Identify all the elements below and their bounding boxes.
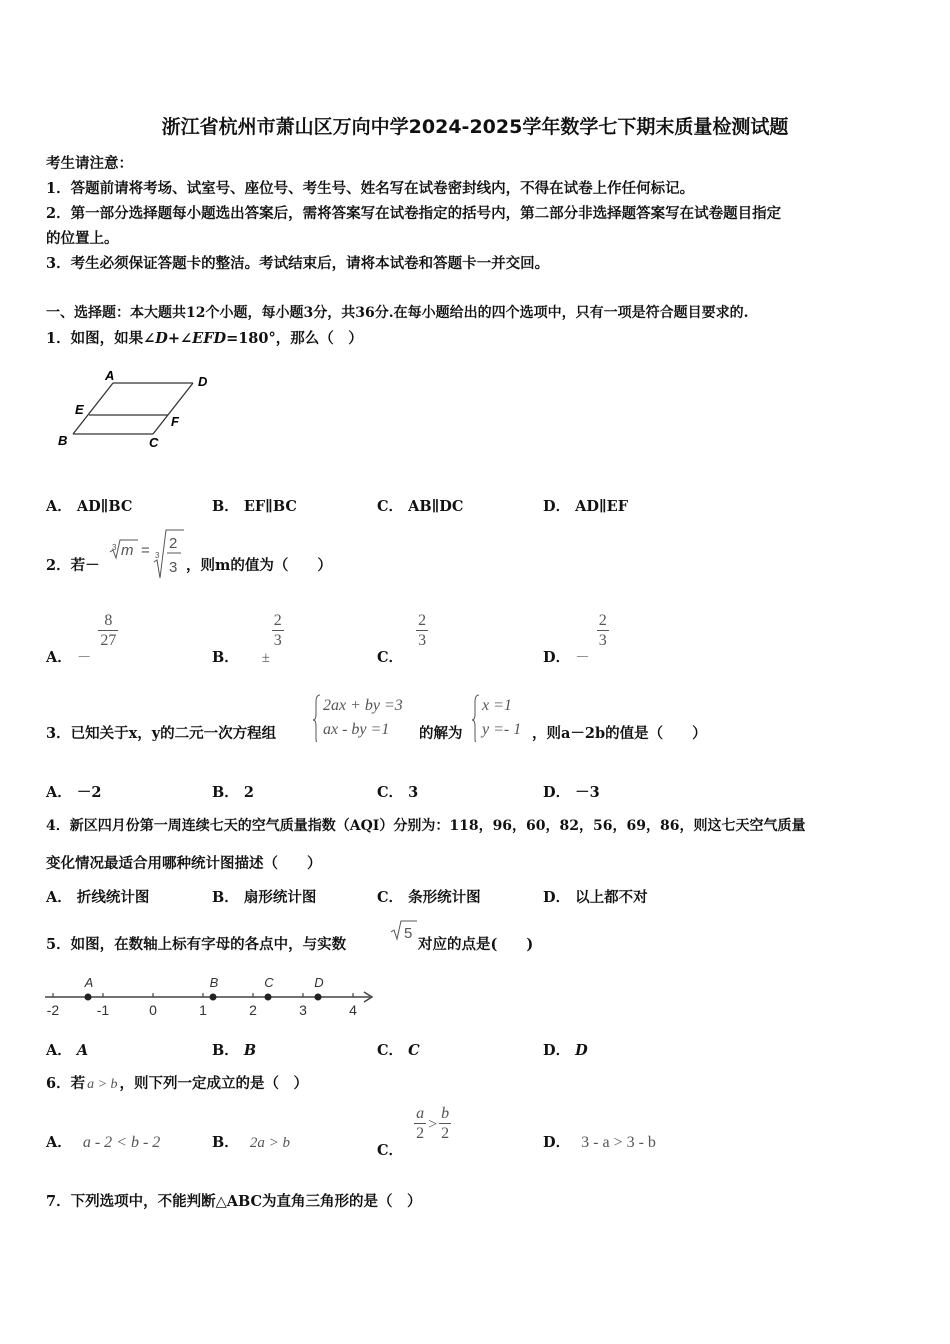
question-3-system: 2ax + by =3 ax - by =1 [313, 694, 403, 742]
notice-heading: 考生请注意： [46, 155, 133, 172]
q1-option-d[interactable]: D． AD∥EF [543, 498, 628, 515]
q1-option-c[interactable]: C． AB∥DC [377, 498, 464, 515]
label-b: B [58, 433, 68, 448]
q3-option-b[interactable]: B． 2 [212, 784, 254, 801]
svg-text:m: m [121, 542, 134, 559]
question-2-stem-start: 2．若－ [46, 557, 100, 574]
question-1-figure [55, 368, 225, 453]
label-d: D [198, 374, 208, 389]
q2-option-d[interactable]: D． － $\frac{2}{3}$ [543, 612, 607, 666]
tick-label: -1 [96, 1002, 110, 1018]
section-heading: 一、选择题：本大题共12个小题，每小题3分，共36分.在每小题给出的四个选项中，只有一项是符合题目要求的. [46, 305, 749, 321]
tick-label: 0 [149, 1002, 157, 1018]
tick-label: 3 [299, 1002, 307, 1018]
q1-option-b[interactable]: B． EF∥BC [212, 498, 297, 515]
point-b [210, 994, 217, 1001]
q4-option-b[interactable]: B． 扇形统计图 [212, 889, 317, 906]
question-5-stem-end: 对应的点是( ) [418, 936, 534, 953]
question-3-stem-start: 3．已知关于x，y的二元一次方程组 [46, 725, 277, 742]
q5-option-b[interactable]: B． B [212, 1042, 257, 1059]
q3-option-d[interactable]: D． －3 [543, 784, 600, 801]
q6-option-b[interactable]: B． 2a > b [212, 1134, 290, 1151]
q5-option-c[interactable]: C． C [377, 1042, 420, 1059]
question-5-stem-start: 5．如图，在数轴上标有字母的各点中，与实数 [46, 936, 347, 953]
point-label-a: A [84, 975, 94, 990]
notice-item: 2．第一部分选择题每小题选出答案后，需将答案写在试卷指定的括号内，第二部分非选择题答案写在试卷题目指定 [46, 205, 782, 222]
q2-option-c[interactable]: C． $\frac{2}{3}$ [377, 612, 427, 666]
label-f: F [171, 414, 179, 429]
q6-option-d[interactable]: D． 3 - a > 3 - b [543, 1134, 656, 1151]
q4-option-d[interactable]: D． 以上都不对 [543, 889, 648, 906]
point-d [315, 994, 322, 1001]
svg-text:3: 3 [155, 551, 160, 560]
point-label-c: C [264, 975, 274, 990]
question-3-stem-mid: 的解为 [419, 725, 463, 742]
q2-option-b[interactable]: B． ± $\frac{2}{3}$ [212, 612, 282, 666]
notice-item: 3．考生必须保证答题卡的整洁。考试结束后，请将本试卷和答题卡一并交回。 [46, 255, 550, 272]
q3-option-c[interactable]: C． 3 [377, 784, 419, 801]
question-2-stem-end: ，则m的值为（ ） [186, 557, 332, 574]
question-1-stem: 1．如图，如果∠D+∠EFD=180°，那么（ ） [46, 330, 363, 347]
number-line [40, 970, 380, 1022]
page-title: 浙江省杭州市萧山区万向中学2024-2025学年数学七下期末质量检测试题 [161, 116, 789, 138]
tick-label: 4 [349, 1002, 357, 1018]
q6-option-c[interactable]: C． $\frac{a}{2}$ > $\frac{b}{2}$ [377, 1105, 450, 1159]
svg-text:2: 2 [169, 535, 178, 552]
q4-option-a[interactable]: A． 折线统计图 [46, 889, 150, 906]
q1-option-a[interactable]: A． AD∥BC [46, 498, 133, 515]
q5-option-d[interactable]: D． D [543, 1042, 588, 1059]
notice-item: 1．答题前请将考场、试室号、座位号、考生号、姓名写在试卷密封线内，不得在试卷上作任何标记。 [46, 180, 695, 197]
point-label-d: D [314, 975, 324, 990]
label-e: E [75, 402, 84, 417]
point-label-b: B [209, 975, 219, 990]
point-a [85, 994, 92, 1001]
svg-text:=: = [141, 542, 150, 559]
tick-label: 1 [199, 1002, 207, 1018]
question-3-solution: x =1 y =- 1 [472, 694, 521, 742]
label-a: A [105, 368, 115, 383]
question-4-line-2: 变化情况最适合用哪种统计图描述（ ） [46, 855, 322, 872]
question-2-expression [104, 528, 184, 582]
svg-text:5: 5 [404, 925, 413, 942]
question-6-stem: 6．若 a > b ，则下列一定成立的是（ ） [46, 1075, 309, 1092]
tick-label: 2 [249, 1002, 257, 1018]
tick-label: -2 [46, 1002, 60, 1018]
question-3-stem-end: ，则a－2b的值是（ ） [532, 725, 707, 742]
question-5-sqrt [390, 917, 418, 945]
q6-option-a[interactable]: A． a - 2 < b - 2 [46, 1134, 161, 1151]
svg-text:3: 3 [112, 543, 117, 552]
svg-text:3: 3 [169, 559, 178, 576]
q5-option-a[interactable]: A． A [46, 1042, 89, 1059]
q4-option-c[interactable]: C． 条形统计图 [377, 889, 481, 906]
question-4-line-1: 4．新区四月份第一周连续七天的空气质量指数（AQI）分别为：118，96，60，82，56，69，86，则这七天空气质量 [46, 818, 806, 834]
point-c [265, 994, 272, 1001]
label-c: C [149, 435, 159, 450]
q3-option-a[interactable]: A． －2 [46, 784, 102, 801]
question-7-stem: 7．下列选项中，不能判断△ABC为直角三角形的是（ ） [46, 1193, 422, 1210]
q2-option-a[interactable]: A． － $\frac{8}{27}$ [46, 612, 117, 666]
notice-item: 的位置上。 [46, 230, 119, 247]
